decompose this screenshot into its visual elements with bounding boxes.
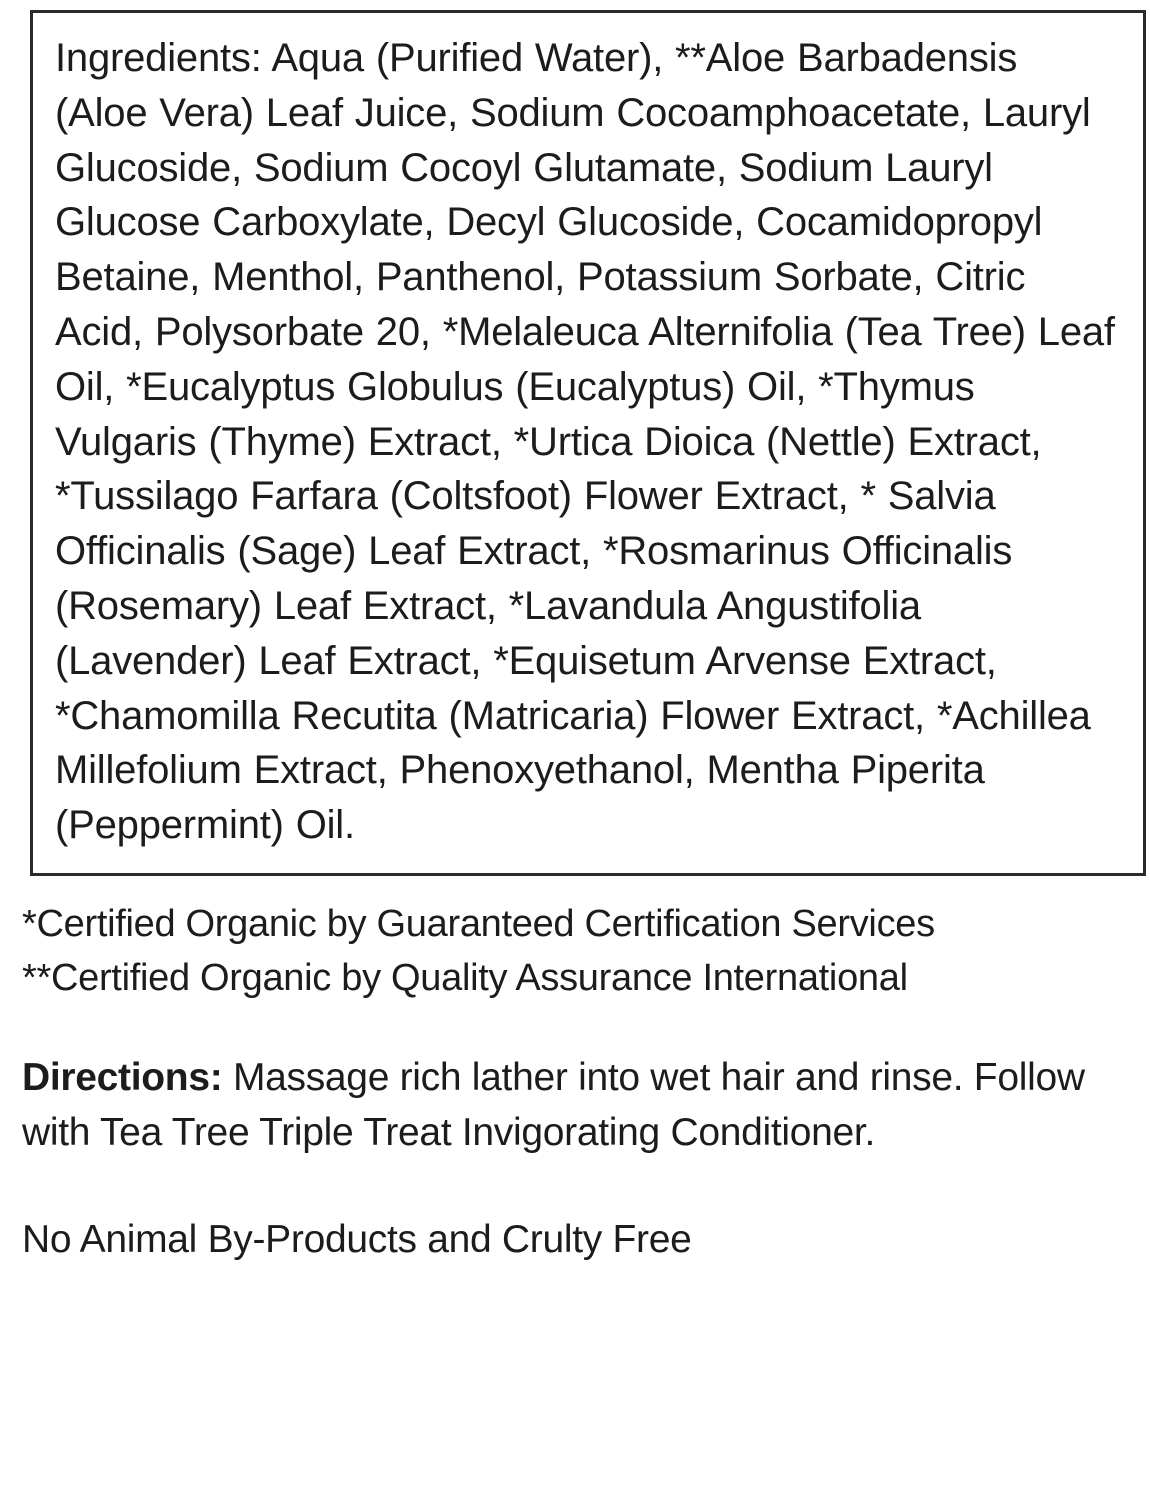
certification-line-2: **Certified Organic by Quality Assurance International [22, 956, 908, 999]
ingredients-text: Ingredients: Aqua (Purified Water), **Aloe Barbadensis (Aloe Vera) Leaf Juice, Sodium Cocoamphoacetate, Lauryl Glucoside, Sodium Cocoyl Glutamate, Sodium Lauryl Glucose Carboxylate, Decyl Glucoside, Cocamidopropyl Betaine, Menthol, Panthenol, Potassium Sorbate, Citric Acid, Polysorbate 20, *Melaleuca Alternifolia (Tea Tree) Leaf Oil, *Eucalyptus Globulus (Eucalyptus) Oil, *Thymus Vulgaris (Thyme) Extract, *Urtica Dioica (Nettle) Extract, *Tussilago Farfara (Coltsfoot) Flower Extract, * Salvia Officinalis (Sage) Leaf Extract, *Rosmarinus Officinalis (Rosemary) Leaf Extract, *Lavandula Angustifolia (Lavender) Leaf Extract, *Equisetum Arvense Extract, *Chamomilla Recutita (Matricaria) Flower Extract, *Achillea Millefolium Extract, Phenoxyethanol, Mentha Piperita (Peppermint) Oil. [55, 36, 1115, 848]
directions-block [22, 1050, 1136, 1161]
directions-label: Directions: [22, 1055, 223, 1099]
certification-line-1: *Certified Organic by Guaranteed Certification Services [22, 902, 935, 945]
ingredients-box [30, 10, 1146, 876]
directions-text: Massage rich lather into wet hair and rinse. Follow with Tea Tree Triple Treat Invigorating Conditioner. [22, 1055, 1085, 1155]
certification-notes [22, 898, 1136, 1006]
animal-free-note: No Animal By-Products and Crulty Free [22, 1217, 692, 1261]
